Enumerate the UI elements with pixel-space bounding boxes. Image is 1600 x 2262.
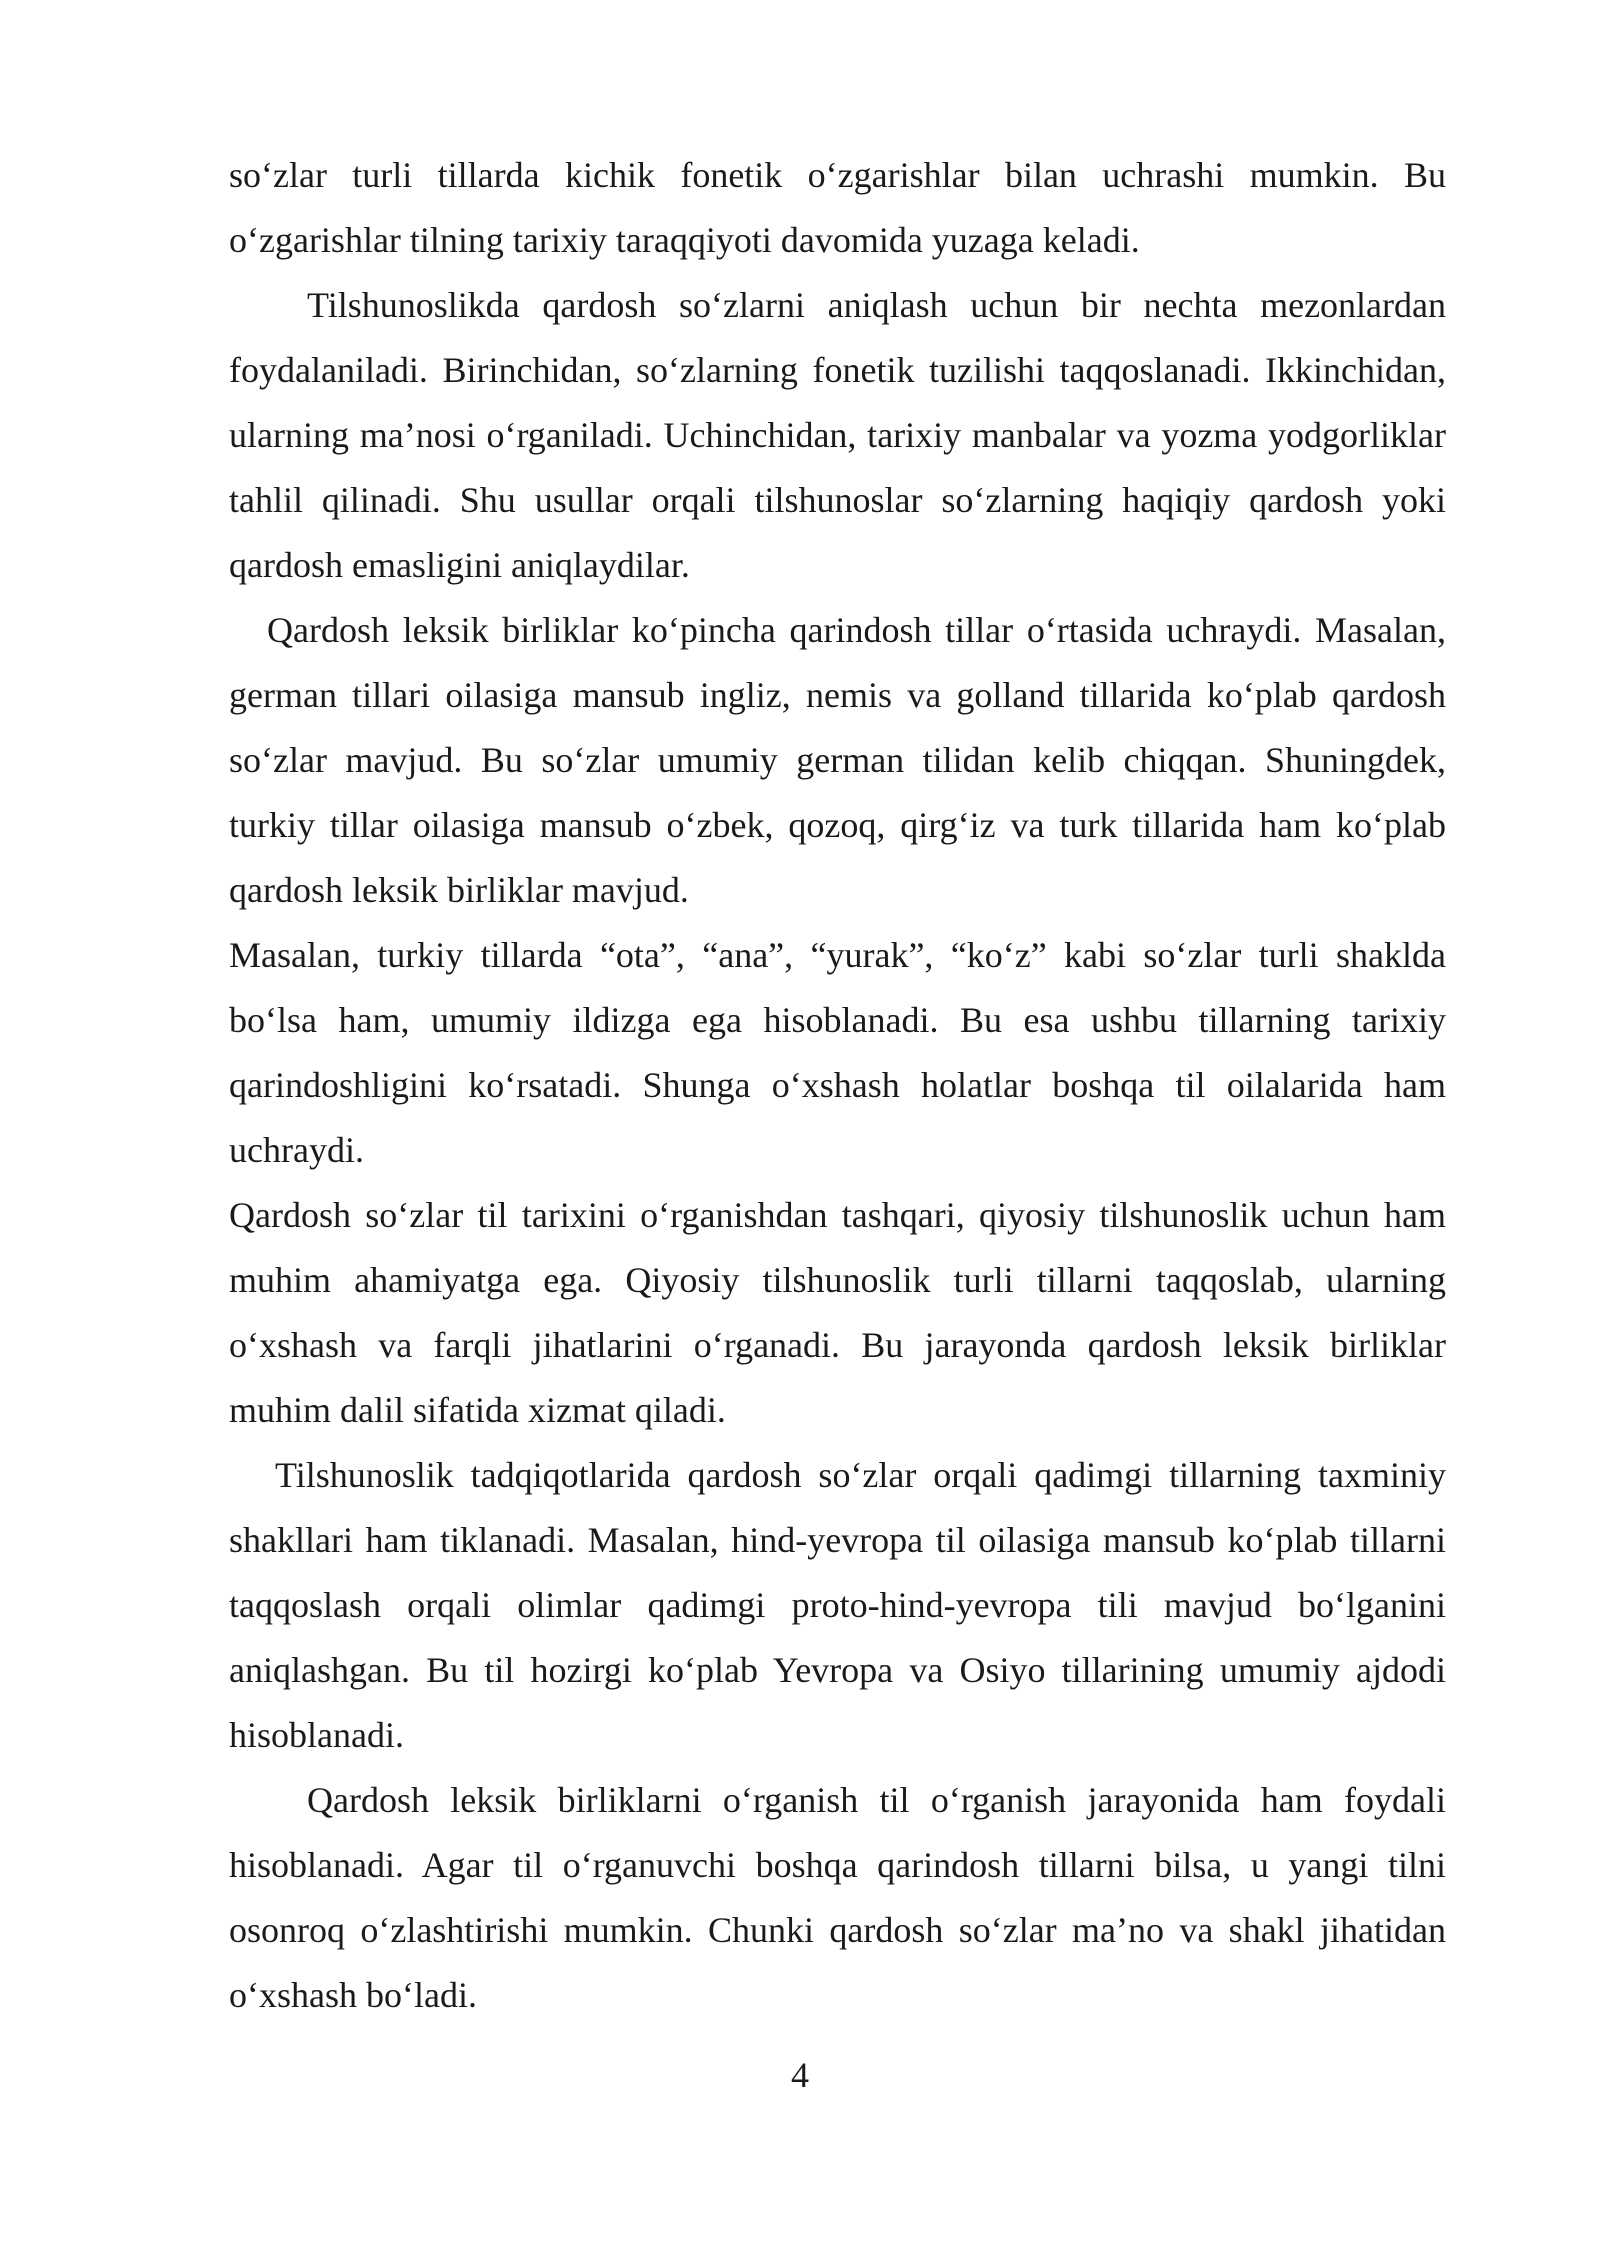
body-text [229, 143, 1446, 2028]
paragraph-4: Masalan, turkiy tillarda “ota”, “ana”, “yurak”, “ko‘z” kabi so‘zlar turli shaklda bo‘lsa ham, umumiy ildizga ega hisoblanadi. Bu esa ushbu tillarning tarixiy qarindoshligini ko‘rsatadi. Shunga o‘xshash holatlar boshqa til oilalarida ham uchraydi. [229, 935, 1446, 1170]
paragraph-2: Tilshunoslikda qardosh so‘zlarni aniqlash uchun bir nechta mezonlardan foydalaniladi. Birinchidan, so‘zlarning fonetik tuzilishi taqqoslanadi. Ikkinchidan, ularning ma’nosi o‘rganiladi. Uchinchidan, tarixiy manbalar va yozma yodgorliklar tahlil qilinadi. Shu usullar orqali tilshunoslar so‘zlarning haqiqiy qardosh yoki qardosh emasligini aniqlaydilar. [229, 285, 1446, 585]
paragraph-5: Qardosh so‘zlar til tarixini o‘rganishdan tashqari, qiyosiy tilshunoslik uchun ham muhim ahamiyatga ega. Qiyosiy tilshunoslik turli tillarni taqqoslab, ularning o‘xshash va farqli jihatlarini o‘rganadi. Bu jarayonda qardosh leksik birliklar muhim dalil sifatida xizmat qiladi. [229, 1195, 1446, 1430]
paragraph-3: Qardosh leksik birliklar ko‘pincha qarindosh tillar o‘rtasida uchraydi. Masalan, german tillari oilasiga mansub ingliz, nemis va golland tillarida ko‘plab qardosh so‘zlar mavjud. Bu so‘zlar umumiy german tilidan kelib chiqqan. Shuningdek, turkiy tillar oilasiga mansub o‘zbek, qozoq, qirg‘iz va turk tillarida ham ko‘plab qardosh leksik birliklar mavjud. [229, 610, 1446, 910]
page-number: 4 [791, 2055, 809, 2095]
paragraph-6: Tilshunoslik tadqiqotlarida qardosh so‘zlar orqali qadimgi tillarning taxminiy shakllari ham tiklanadi. Masalan, hind-yevropa til oilasiga mansub ko‘plab tillarni taqqoslash orqali olimlar qadimgi proto-hind-yevropa tili mavjud bo‘lganini aniqlashgan. Bu til hozirgi ko‘plab Yevropa va Osiyo tillarining umumiy ajdodi hisoblanadi. [229, 1455, 1446, 1755]
paragraph-1: so‘zlar turli tillarda kichik fonetik o‘zgarishlar bilan uchrashi mumkin. Bu o‘zgarishlar tilning tarixiy taraqqiyoti davomida yuzaga keladi. [229, 155, 1446, 260]
paragraph-7: Qardosh leksik birliklarni o‘rganish til o‘rganish jarayonida ham foydali hisoblanadi. Agar til o‘rganuvchi boshqa qarindosh tillarni bilsa, u yangi tilni osonroq o‘zlashtirishi mumkin. Chunki qardosh so‘zlar ma’no va shakl jihatidan o‘xshash bo‘ladi. [229, 1780, 1446, 2015]
